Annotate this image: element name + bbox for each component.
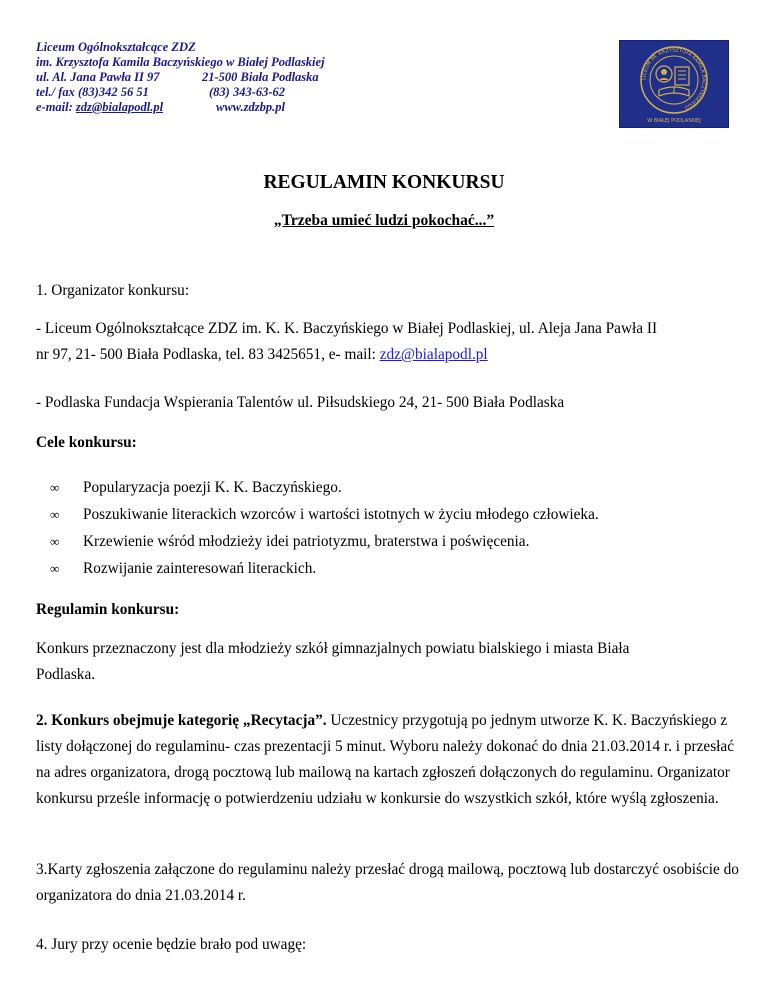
document-title: REGULAMIN KONKURSU bbox=[263, 172, 505, 193]
school-street: ul. Al. Jana Pawła II 97 bbox=[36, 70, 160, 84]
logo-bottom-text: W BIAŁEJ PODLASKIEJ bbox=[647, 118, 701, 124]
bullet-icon: ∞ bbox=[50, 507, 60, 522]
organizer-1-line2: nr 97, 21- 500 Biała Podlaska, tel. 83 3425651, e- mail: bbox=[36, 346, 380, 363]
organizer-1-line1: - Liceum Ogólnokształcące ZDZ im. K. K. Baczyńskiego w Białej Podlaskiej, ul. Aleja Jana Pawła II bbox=[36, 320, 658, 337]
category-details: Uczestnicy przygotują po jednym utworze K. K. Baczyńskiego z listy dołączonej do regulaminu- czas prezentacji 5 minut. Wyboru należy dokonać do dnia 21.03.2014 r. i przesłać na adres organizatora, drogą pocztową lub mailową na kartach zgłoszeń dołączonych do regulaminu. Organizator konkursu prześle informację o potwierdzeniu udziału w konkursie do wszystkich szkół, które wyślą zgłoszenia. bbox=[36, 712, 734, 807]
goals-heading: Cele konkursu: bbox=[36, 434, 137, 451]
school-phone-fax: tel./ fax (83)342 56 51 bbox=[36, 85, 149, 99]
rules-point-4: 4. Jury przy ocenie będzie brało pod uwagę: bbox=[36, 936, 307, 953]
school-phone: (83) 343-63-62 bbox=[209, 85, 286, 99]
bullet-icon: ∞ bbox=[50, 561, 60, 576]
rules-intro: Konkurs przeznaczony jest dla młodzieży szkół gimnazjalnych powiatu bialskiego i miasta Biała Podlaska. bbox=[36, 640, 630, 683]
rules-point-3: 3.Karty zgłoszenia załączone do regulaminu należy przesłać drogą mailową, pocztową lub dostarczyć osobiście do organizatora do dnia 21.03.2014 r. bbox=[36, 861, 739, 904]
rules-heading: Regulamin konkursu: bbox=[36, 601, 180, 618]
school-logo bbox=[619, 40, 729, 128]
school-name: Liceum Ogólnokształcące ZDZ bbox=[36, 40, 196, 54]
organizer-1 bbox=[36, 316, 736, 368]
category-statement: 2. Konkurs obejmuje kategorię „Recytacja”. bbox=[36, 712, 327, 729]
school-email-link[interactable]: zdz@bialapodl.pl bbox=[75, 100, 164, 114]
school-website: www.zdzbp.pl bbox=[216, 100, 286, 114]
bullet-icon: ∞ bbox=[50, 534, 60, 549]
organizer-email-link[interactable]: zdz@bialapodl.pl bbox=[379, 346, 488, 363]
email-label: e-mail: bbox=[36, 100, 76, 114]
letterhead bbox=[36, 40, 325, 115]
bullet-icon: ∞ bbox=[50, 480, 60, 495]
school-patron: im. Krzysztofa Kamila Baczyńskiego w Białej Podlaskiej bbox=[36, 55, 325, 69]
contest-motto: „Trzeba umieć ludzi pokochać...” bbox=[273, 212, 495, 229]
organizer-heading: 1. Organizator konkursu: bbox=[36, 282, 190, 299]
school-city: 21-500 Biała Podlaska bbox=[202, 70, 319, 84]
rules-point-2 bbox=[36, 708, 736, 812]
logo-ring-text: LICEUM IM. KRZYSZTOFA KAMILA BACZYŃSKIEGO bbox=[641, 47, 707, 111]
organizer-2: - Podlaska Fundacja Wspierania Talentów ul. Piłsudskiego 24, 21- 500 Biała Podlaska bbox=[36, 394, 565, 411]
